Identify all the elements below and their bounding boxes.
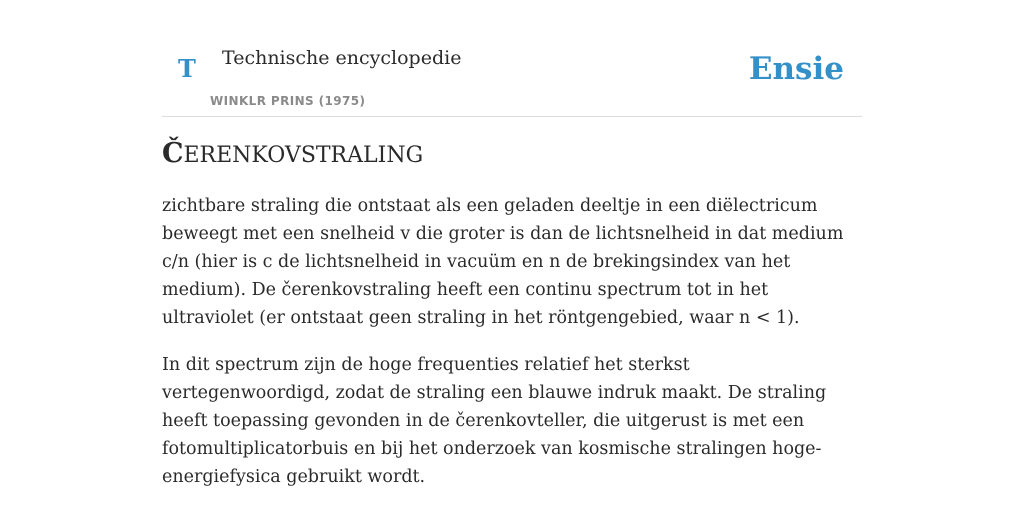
entry-title-initial: Č: [162, 138, 184, 169]
entry-page: [162, 0, 862, 512]
entry-title: [162, 138, 423, 172]
ensie-brand-logo[interactable]: Ensie: [748, 51, 844, 87]
book-logo[interactable]: T: [178, 54, 196, 83]
definition-paragraph: zichtbare straling die ontstaat als een geladen deeltje in een diëlectricum beweegt met een snelheid v die groter is dan de lichtsnelheid in dat medium c/n (hier is c de lichtsnelheid in vacuüm en n de brekingsindex van het medium). De čerenkovstraling heeft een continu spectrum tot in het ultraviolet (er ontstaat geen straling in het röntgengebied, waar n < 1).: [162, 196, 844, 328]
book-title-link[interactable]: Technische encyclopedie: [222, 47, 462, 69]
book-source-label: WINKLR PRINS (1975): [210, 94, 366, 108]
entry-title-rest: ERENKOVSTRALING: [183, 143, 424, 168]
entry-header: [162, 0, 862, 117]
definition-paragraph: In dit spectrum zijn de hoge frequenties relatief het sterkst vertegenwoordigd, zodat de straling een blauwe indruk maakt. De straling heeft toepassing gevonden in de čerenkovteller, die uitgerust is met een fotomultiplicatorbuis en bij het onderzoek van kosmische stralingen hoge-energiefysica gebruikt wordt.: [162, 355, 827, 487]
